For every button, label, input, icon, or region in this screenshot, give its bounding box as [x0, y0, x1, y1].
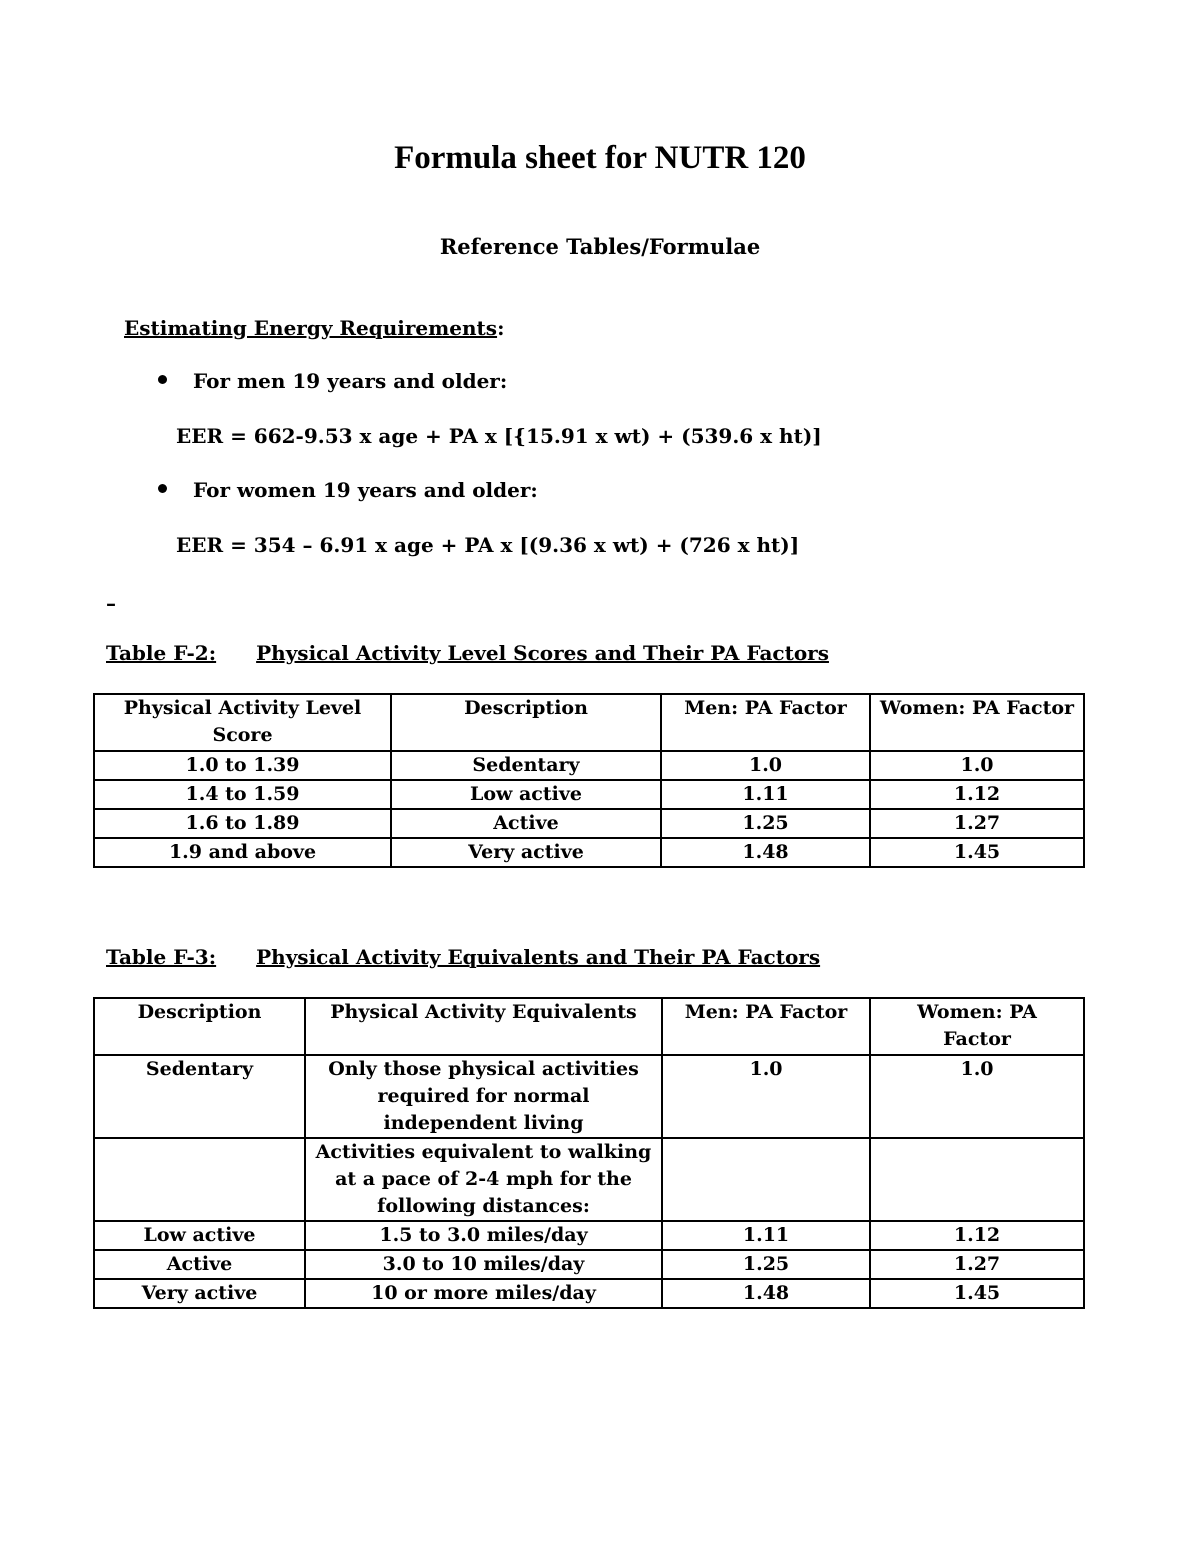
table-row: [94, 838, 1084, 867]
header-cell: Men: PA Factor: [661, 694, 870, 751]
table-f2-id: Table F-2:: [106, 641, 217, 665]
table-cell: 1.27: [870, 1250, 1084, 1279]
table-cell: 1.12: [870, 780, 1084, 809]
header-cell: Women: PA Factor: [870, 694, 1084, 751]
table-row: [94, 751, 1084, 780]
men-label: For men 19 years and older:: [193, 369, 508, 393]
table-cell: [662, 1138, 870, 1221]
eer-section-heading: [124, 316, 504, 340]
table-cell: [870, 1138, 1084, 1221]
table-cell: 1.25: [661, 809, 870, 838]
eer-heading-colon: :: [497, 316, 505, 340]
table-cell: Very active: [94, 1279, 305, 1308]
table-cell: 1.11: [661, 780, 870, 809]
bullet-dot-icon: [158, 375, 167, 384]
table-cell: Active: [391, 809, 661, 838]
dash-mark: –: [106, 591, 116, 615]
table-cell: Sedentary: [94, 1055, 305, 1138]
table-f2-title: Physical Activity Level Scores and Their PA Factors: [256, 641, 829, 665]
table-f2: [93, 693, 1085, 868]
header-cell: Women: PA Factor: [870, 998, 1084, 1055]
table-cell: Activities equivalent to walking at a pace of 2-4 mph for the following distances:: [305, 1138, 662, 1221]
table-f2-caption: [106, 641, 829, 665]
table-cell: 1.48: [661, 838, 870, 867]
table-cell: 1.0 to 1.39: [94, 751, 391, 780]
page-subtitle: Reference Tables/Formulae: [439, 234, 761, 259]
bullet-dot-icon: [158, 484, 167, 493]
table-f3-caption: [106, 945, 820, 969]
table-row: [94, 780, 1084, 809]
table-cell: 1.45: [870, 1279, 1084, 1308]
table-cell: [94, 1138, 305, 1221]
formula-men: EER = 662-9.53 x age + PA x [{15.91 x wt) + (539.6 x ht)]: [176, 424, 822, 448]
table-cell: 1.4 to 1.59: [94, 780, 391, 809]
table-cell: 1.25: [662, 1250, 870, 1279]
header-cell: Physical Activity Level Score: [94, 694, 391, 751]
table-row: [94, 1279, 1084, 1308]
table-f3-title: Physical Activity Equivalents and Their PA Factors: [256, 945, 821, 969]
table-f3: [93, 997, 1085, 1309]
page-title: Formula sheet for NUTR 120: [394, 140, 806, 176]
women-label: For women 19 years and older:: [193, 478, 538, 502]
table-f3-id: Table F-3:: [106, 945, 217, 969]
table-cell: 1.9 and above: [94, 838, 391, 867]
table-cell: Low active: [94, 1221, 305, 1250]
header-cell: Physical Activity Equivalents: [305, 998, 662, 1055]
table-cell: 1.0: [870, 1055, 1084, 1138]
table-header-row: [94, 694, 1084, 751]
eer-heading-text: Estimating Energy Requirements: [124, 316, 498, 340]
table-cell: 1.48: [662, 1279, 870, 1308]
table-cell: 1.11: [662, 1221, 870, 1250]
table-cell: 1.27: [870, 809, 1084, 838]
bullet-men: [158, 369, 507, 393]
table-cell: 1.0: [870, 751, 1084, 780]
header-cell: Description: [391, 694, 661, 751]
header-cell: Men: PA Factor: [662, 998, 870, 1055]
table-cell: Low active: [391, 780, 661, 809]
table-cell: 1.6 to 1.89: [94, 809, 391, 838]
table-cell: Sedentary: [391, 751, 661, 780]
header-cell: Description: [94, 998, 305, 1055]
table-cell: 1.0: [661, 751, 870, 780]
table-cell: 3.0 to 10 miles/day: [305, 1250, 662, 1279]
table-row: [94, 1138, 1084, 1221]
table-cell: 1.12: [870, 1221, 1084, 1250]
table-cell: 10 or more miles/day: [305, 1279, 662, 1308]
table-row: [94, 1250, 1084, 1279]
table-cell: 1.45: [870, 838, 1084, 867]
table-cell: Only those physical activities required for normal independent living: [305, 1055, 662, 1138]
table-row: [94, 1221, 1084, 1250]
table-cell: Very active: [391, 838, 661, 867]
table-cell: 1.5 to 3.0 miles/day: [305, 1221, 662, 1250]
table-row: [94, 1055, 1084, 1138]
formula-women: EER = 354 – 6.91 x age + PA x [(9.36 x wt) + (726 x ht)]: [176, 533, 800, 557]
table-header-row: [94, 998, 1084, 1055]
table-cell: Active: [94, 1250, 305, 1279]
table-cell: 1.0: [662, 1055, 870, 1138]
bullet-women: [158, 478, 538, 502]
table-row: [94, 809, 1084, 838]
